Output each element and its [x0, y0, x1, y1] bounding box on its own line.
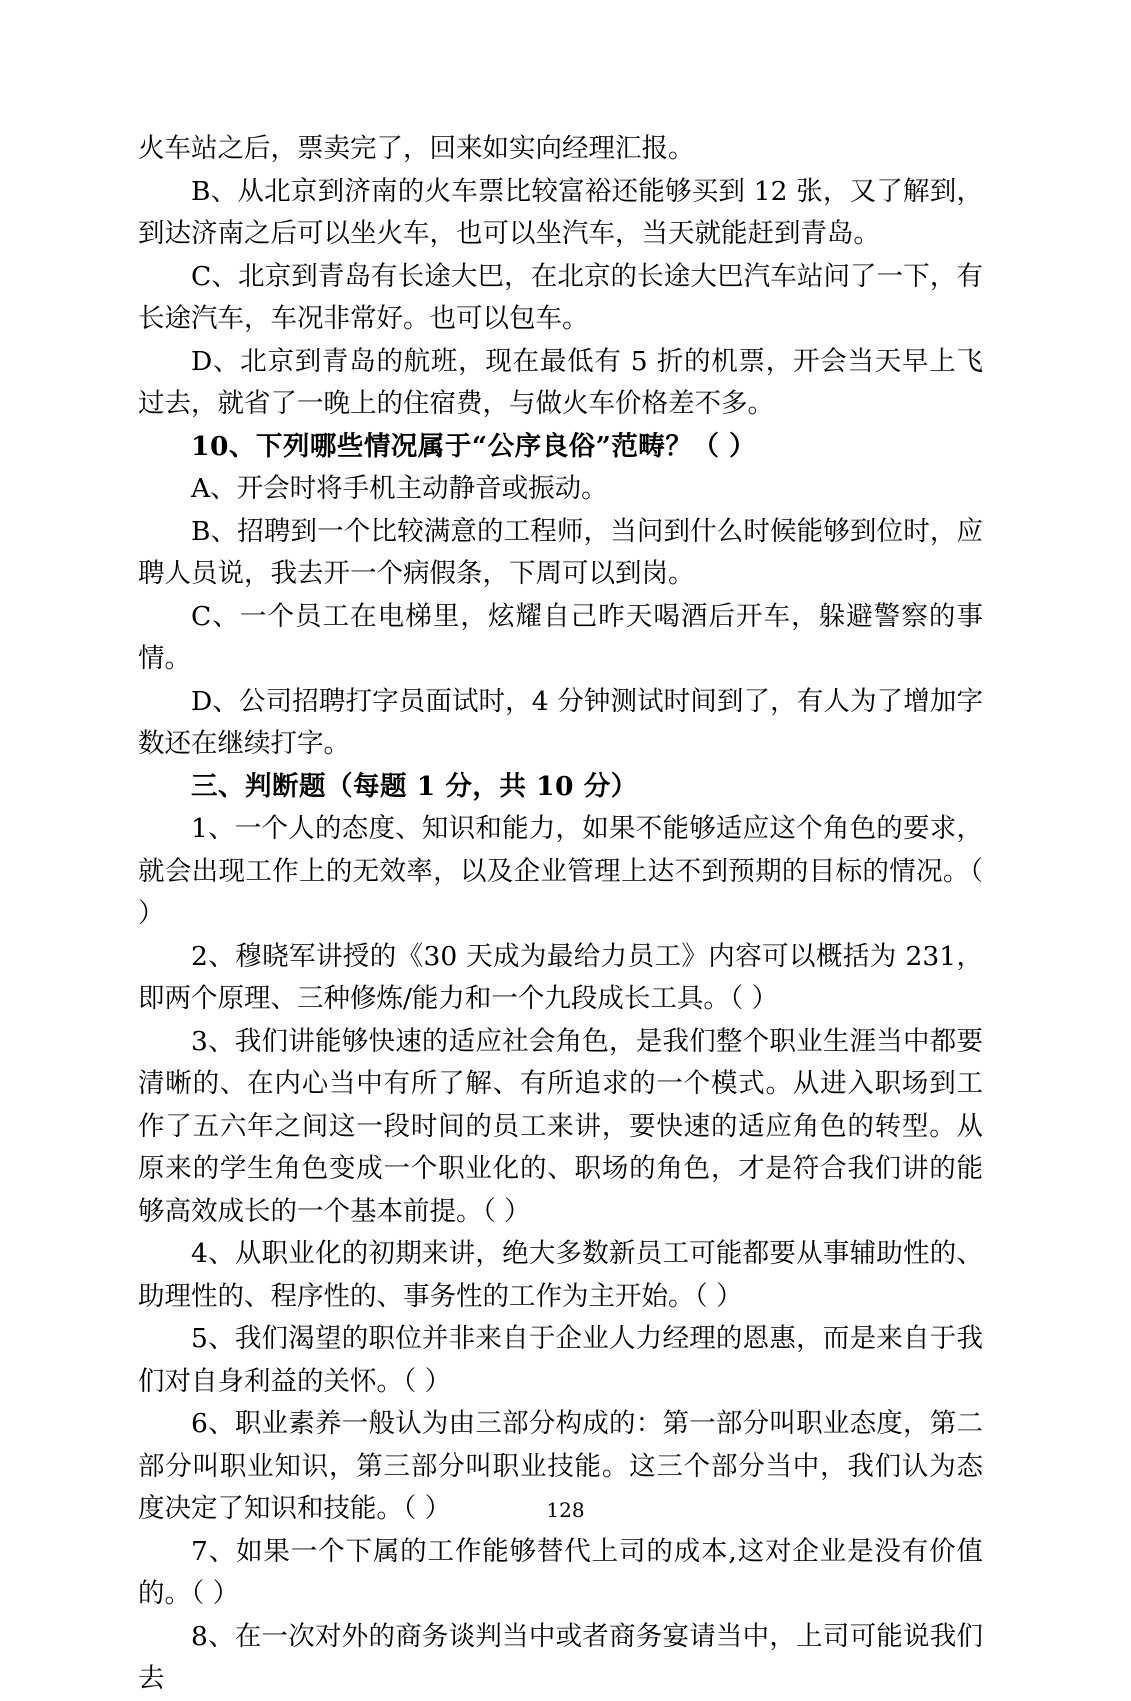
- para-continued-train-station: 火车站之后，票卖完了，回来如实向经理汇报。: [138, 133, 695, 164]
- question-10-heading: 10、下列哪些情况属于“公序良俗”范畴？（ ）: [191, 430, 757, 462]
- para-option-c-bus: C、北京到青岛有长途大巴，在北京的长途大巴汽车站问了一下，有长途汽车，车况非常好。也可以包车。: [138, 260, 983, 334]
- tf-item-7: 7、如果一个下属的工作能够替代上司的成本,这对企业是没有价值的。（ ）: [138, 1535, 983, 1609]
- tf-item-5: 5、我们渴望的职位并非来自于企业人力经理的恩惠，而是来自于我们对自身利益的关怀。（ ）: [138, 1323, 983, 1397]
- tf-item-3: 3、我们讲能够快速的适应社会角色，是我们整个职业生涯当中都要清晰的、在内心当中有所了解、有所追求的一个模式。从进入职场到工作了五六年之间这一段时间的员工来讲，要快速的适应角色的转型。从原来的学生角色变成一个职业化的、职场的角色，才是符合我们讲的能够高效成长的一个基本前提。（ ）: [138, 1025, 983, 1227]
- q10-option-c: C、一个员工在电梯里，炫耀自己昨天喝酒后开车，躲避警察的事情。: [138, 600, 983, 674]
- tf-item-8: 8、在一次对外的商务谈判当中或者商务宴请当中，上司可能说我们去: [138, 1620, 983, 1694]
- tf-item-1: 1、一个人的态度、知识和能力，如果不能够适应这个角色的要求，就会出现工作上的无效率，以及企业管理上达不到预期的目标的情况。（ ）: [138, 813, 983, 929]
- q10-option-b: B、招聘到一个比较满意的工程师，当问到什么时候能够到位时，应聘人员说，我去开一个病假条，下周可以到岗。: [138, 515, 983, 589]
- document-body: [138, 128, 983, 1701]
- para-option-d-flight: D、北京到青岛的航班，现在最低有 5 折的机票，开会当天早上飞过去，就省了一晚上的住宿费，与做火车价格差不多。: [138, 345, 983, 419]
- para-option-b-beijing-jinan: B、从北京到济南的火车票比较富裕还能够买到 12 张，又了解到，到达济南之后可以坐火车，也可以坐汽车，当天就能赶到青岛。: [138, 175, 983, 249]
- q10-option-d: D、公司招聘打字员面试时，4 分钟测试时间到了，有人为了增加字数还在继续打字。: [138, 685, 983, 759]
- tf-item-4: 4、从职业化的初期来讲，绝大多数新员工可能都要从事辅助性的、助理性的、程序性的、事务性的工作为主开始。（ ）: [138, 1238, 983, 1312]
- page-number: 128: [546, 1498, 585, 1522]
- section-three-heading: 三、判断题（每题 1 分，共 10 分）: [191, 770, 638, 802]
- tf-item-2: 2、穆晓军讲授的《30 天成为最给力员工》内容可以概括为 231，即两个原理、三种修炼/能力和一个九段成长工具。（ ）: [138, 940, 983, 1014]
- q10-option-a: A、开会时将手机主动静音或振动。: [191, 473, 608, 504]
- tf-item-6: 6、职业素养一般认为由三部分构成的：第一部分叫职业态度，第二部分叫职业知识，第三部分叫职业技能。这三个部分当中，我们认为态度决定了知识和技能。（ ）: [138, 1408, 983, 1524]
